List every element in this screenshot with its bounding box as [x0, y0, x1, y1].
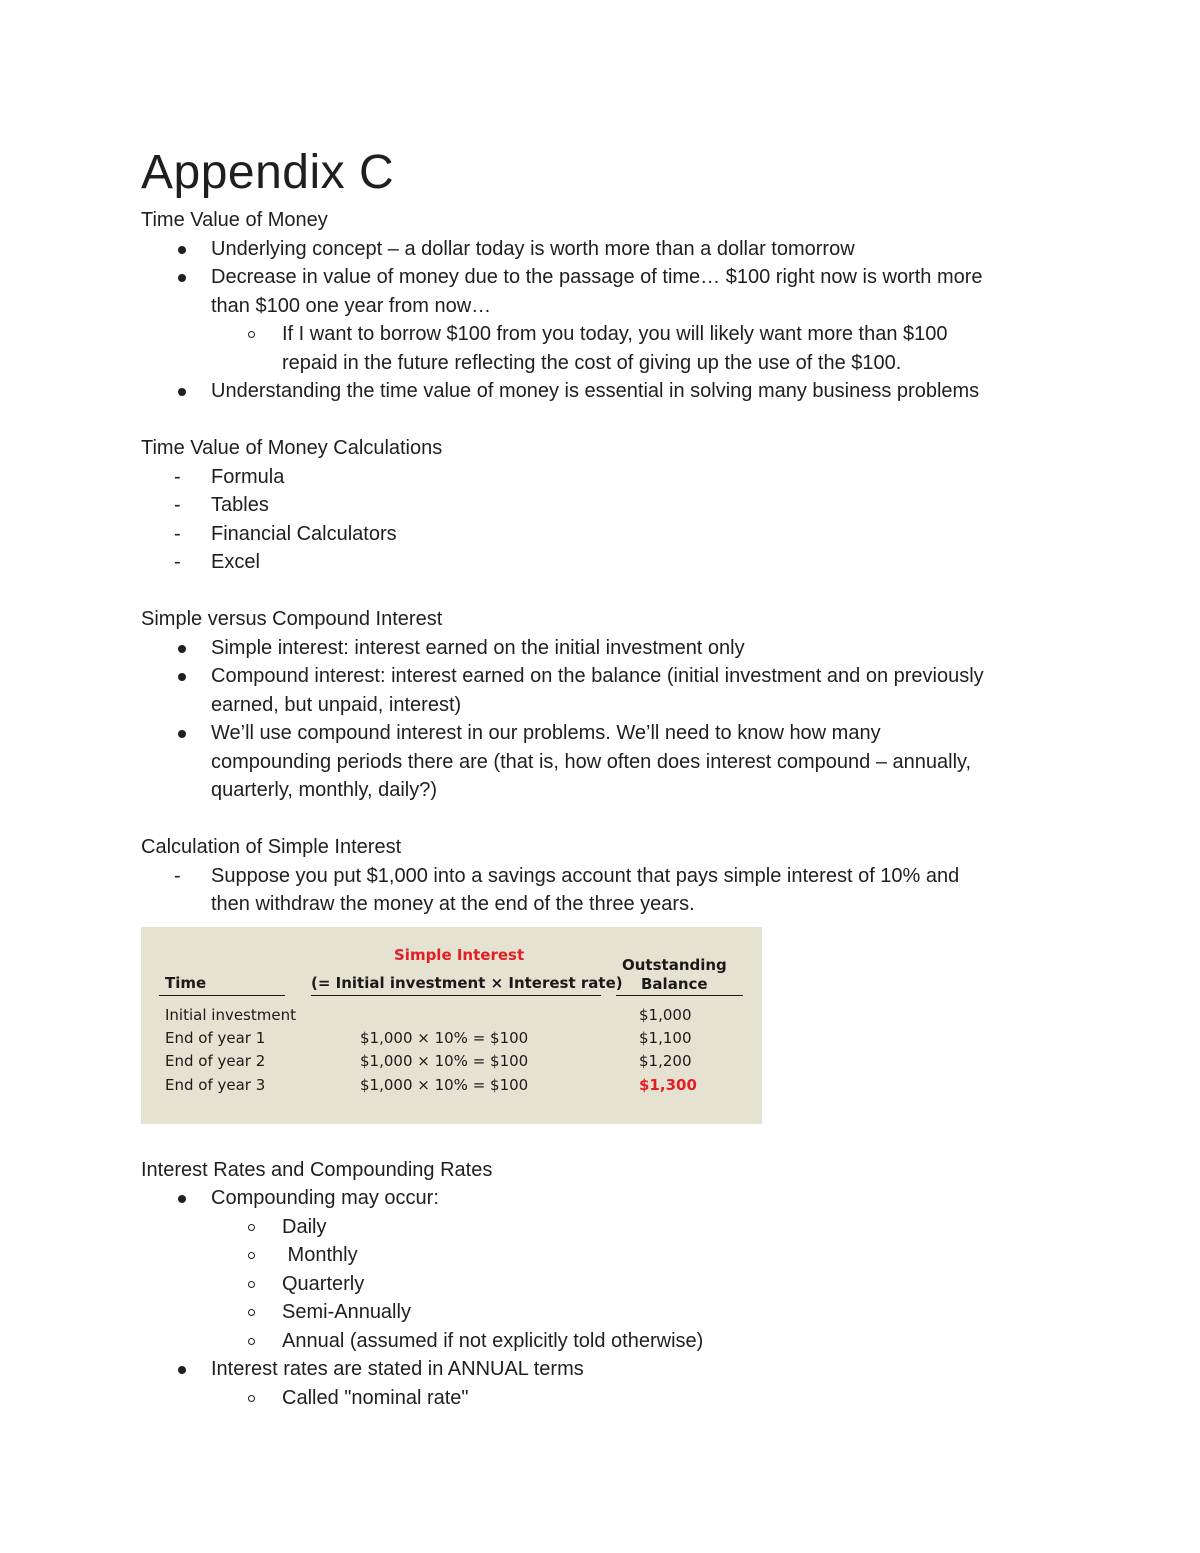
- table-cell-balance: $1,100: [639, 1028, 692, 1047]
- sub-list-item: Semi-Annually: [141, 1298, 1061, 1327]
- simple-calculation-list: [141, 862, 1061, 919]
- calculations-list: [141, 463, 1061, 577]
- sub-list-item: Called "nominal rate": [141, 1384, 1061, 1413]
- bullet-icon: [178, 730, 186, 738]
- list-item: Understanding the time value of money is essential in solving many business problems: [141, 377, 1061, 406]
- table-cell-balance: $1,000: [639, 1005, 692, 1024]
- list-item: We’ll use compound interest in our problems. We’ll need to know how many: [141, 719, 1061, 748]
- bullet-icon: [178, 388, 186, 396]
- bullet-icon: [178, 645, 186, 653]
- bullet-icon: [178, 246, 186, 254]
- list-item: Simple interest: interest earned on the initial investment only: [141, 634, 1061, 663]
- section-heading-calculations: Time Value of Money Calculations: [141, 437, 443, 459]
- simple-vs-compound-list: [141, 634, 1061, 805]
- page-title: Appendix C: [141, 146, 395, 199]
- hollow-bullet-icon: [248, 331, 255, 338]
- table-header-balance-line1: Outstanding: [622, 955, 727, 974]
- list-item: Underlying concept – a dollar today is worth more than a dollar tomorrow: [141, 235, 1061, 264]
- list-item-continuation: quarterly, monthly, daily?): [211, 779, 438, 801]
- dash-bullet-icon: -: [174, 864, 181, 887]
- hollow-bullet-icon: [248, 1309, 255, 1316]
- sub-list-item: Monthly: [141, 1241, 1061, 1270]
- table-cell-time: End of year 3: [165, 1075, 266, 1094]
- list-item: Interest rates are stated in ANNUAL terms: [141, 1355, 1061, 1384]
- list-item: - Suppose you put $1,000 into a savings account that pays simple interest of 10% and: [141, 862, 1061, 891]
- dash-bullet-icon: -: [174, 465, 181, 488]
- document-page: [141, 140, 1061, 1412]
- header-rule: [616, 995, 743, 996]
- table-header-interest-formula: (= Initial investment × Interest rate): [311, 973, 623, 992]
- bullet-icon: [178, 1195, 186, 1203]
- tvm-list: [141, 235, 1061, 406]
- bullet-icon: [178, 673, 186, 681]
- section-heading-rates: Interest Rates and Compounding Rates: [141, 1158, 493, 1181]
- bullet-icon: [178, 274, 186, 282]
- section-heading-simple-vs-compound: Simple versus Compound Interest: [141, 608, 443, 630]
- hollow-bullet-icon: [248, 1252, 255, 1259]
- bullet-icon: [178, 1366, 186, 1374]
- table-cell-balance: $1,200: [639, 1051, 692, 1070]
- section-heading-simple-calculation: Calculation of Simple Interest: [141, 836, 402, 858]
- section-heading-tvm: Time Value of Money: [141, 209, 328, 231]
- table-header-interest-title: Simple Interest: [394, 945, 525, 964]
- table-cell-time: Initial investment: [165, 1005, 296, 1024]
- table-header-balance-line2: Balance: [641, 974, 708, 993]
- dash-bullet-icon: -: [174, 494, 181, 516]
- sub-list-item: Daily: [141, 1213, 1061, 1242]
- sub-list-item: Quarterly: [141, 1270, 1061, 1299]
- hollow-bullet-icon: [248, 1395, 255, 1402]
- list-item-continuation: earned, but unpaid, interest): [211, 693, 462, 716]
- sub-list-item-continuation: repaid in the future reflecting the cost of giving up the use of the $100.: [282, 351, 902, 374]
- hollow-bullet-icon: [248, 1338, 255, 1345]
- header-rule: [311, 995, 601, 996]
- list-item: Compound interest: interest earned on the balance (initial investment and on previously: [141, 662, 1061, 691]
- simple-interest-table: [141, 927, 762, 1124]
- list-item-continuation: than $100 one year from now…: [211, 294, 492, 317]
- table-cell-interest: $1,000 × 10% = $100: [360, 1051, 529, 1070]
- list-item-continuation: compounding periods there are (that is, how often does interest compound – annually,: [211, 750, 972, 773]
- sub-list-item: Annual (assumed if not explicitly told otherwise): [141, 1327, 1061, 1356]
- list-item-continuation: then withdraw the money at the end of the three years.: [211, 893, 695, 915]
- list-item: - Tables: [141, 491, 1061, 520]
- dash-bullet-icon: -: [174, 522, 181, 545]
- table-cell-interest: $1,000 × 10% = $100: [360, 1028, 529, 1047]
- table-cell-time: End of year 2: [165, 1051, 266, 1070]
- rates-list: [141, 1184, 1061, 1412]
- dash-bullet-icon: -: [174, 551, 181, 573]
- list-item: - Financial Calculators: [141, 520, 1061, 549]
- hollow-bullet-icon: [248, 1224, 255, 1231]
- list-item: Compounding may occur:: [141, 1184, 1061, 1213]
- table-header-time: Time: [165, 973, 207, 992]
- table-cell-time: End of year 1: [165, 1028, 266, 1047]
- list-item: - Formula: [141, 463, 1061, 492]
- list-item: - Excel: [141, 548, 1061, 577]
- header-rule: [159, 995, 285, 996]
- hollow-bullet-icon: [248, 1281, 255, 1288]
- table-cell-interest: $1,000 × 10% = $100: [360, 1075, 529, 1094]
- list-item: Decrease in value of money due to the passage of time… $100 right now is worth more: [141, 263, 1061, 292]
- table-cell-balance-total: $1,300: [639, 1075, 697, 1094]
- sub-list-item: If I want to borrow $100 from you today, you will likely want more than $100: [141, 320, 1061, 349]
